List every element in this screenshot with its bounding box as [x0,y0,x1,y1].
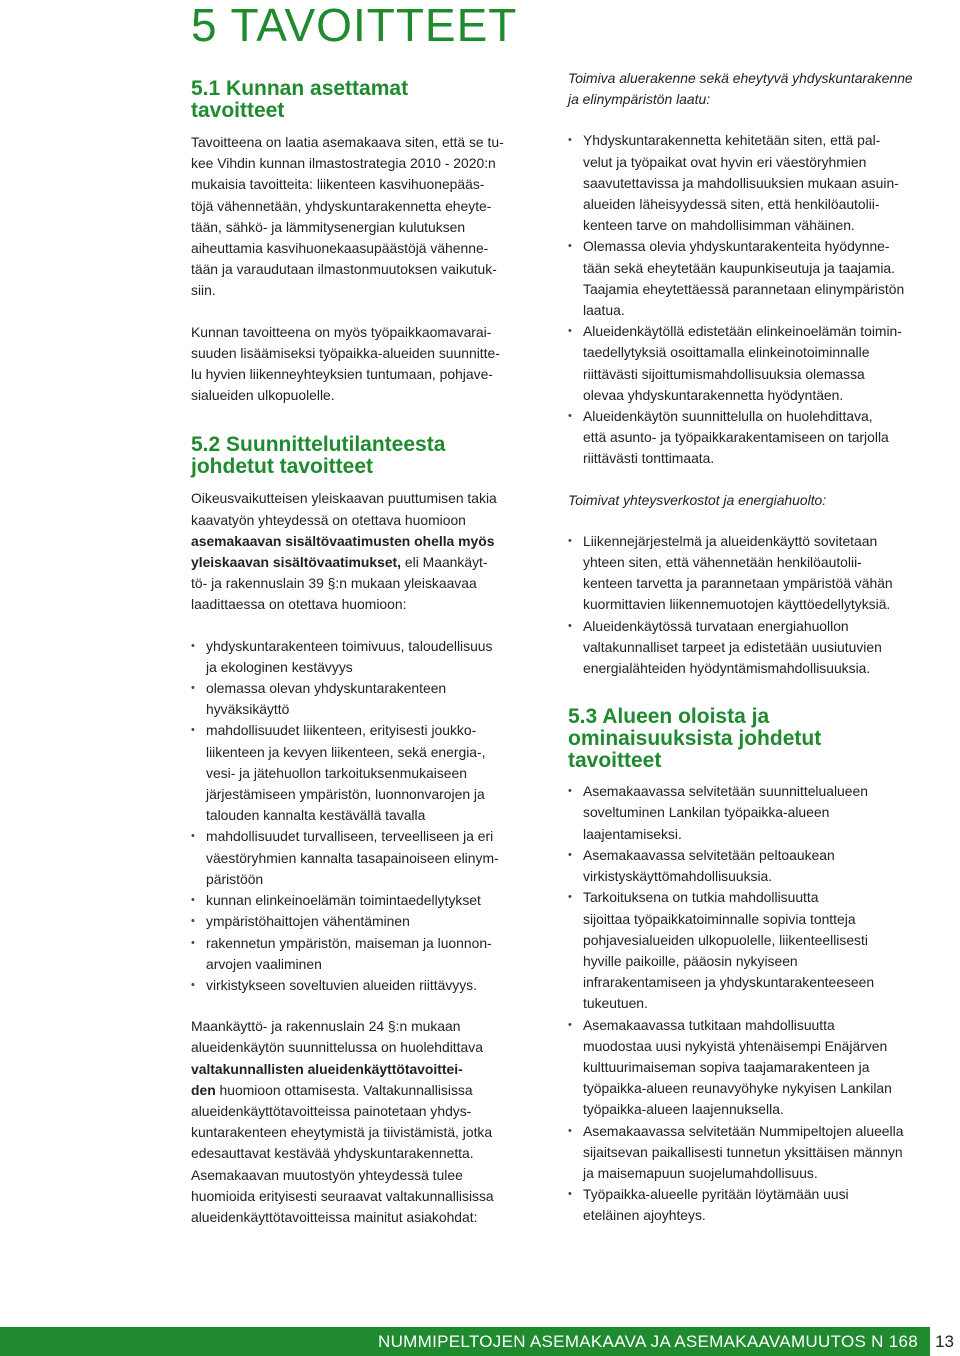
list-item-line: olevaa yhdyskuntarakennetta hyödyntäen. [583,386,844,403]
list-item-line: Olemassa olevia yhdyskuntarakenteita hyödynne- [583,238,890,255]
list-item-line: järjestämiseen ympäristön, luonnonvarojen ja [206,786,485,803]
list-item [568,1184,943,1226]
s52-paragraph-2: Maankäyttö- ja rakennuslain 24 §:n mukaan alueidenkäytön suunnittelussa on huolehdittava valtakunnallisten alueidenkäyttötavoittei- den huomioon ottamisesta. Valtakunnallisissa alueidenkäyttötavoitteissa painotetaan yhdys- kuntarakenteen eheytymistä ja tiivistämistä, jotka edesauttavat kestävää yhdyskuntarakennetta. Asemakaavan muutostyön yhteydessä tulee huomioida erityisesti seuraavat valtakunnallisissa alueidenkäyttötavoitteissa mainitut asiakohdat: [191,1018,494,1225]
list-item-line: laajentamiseksi. [583,825,682,842]
list-item-line: ympäristöhaittojen vähentäminen [206,913,410,930]
list-item-line: hyville paikoille, pääosin nykyiseen [583,952,798,969]
text-line: huomioida erityisesti seuraavat valtakunnallisissa [191,1187,494,1204]
list-item-line: laatua. [583,302,625,319]
text-line: tavoitteet [568,749,662,773]
list-item [191,636,531,678]
list-item-line: virkistykseen soveltuvien alueiden riittävyys. [206,976,477,993]
list-item-line: tukeutuen. [583,995,648,1012]
list-item [191,678,531,720]
text-line: lu hyvien liikenneyhteyksien tuntumaan, pohjave- [191,366,493,383]
text-line: aiheuttamia kasvihuonekaasupäästöjä vähenne- [191,240,489,257]
list-item-line: riittävästi sijoittumismahdollisuuksia olemassa [583,365,865,382]
list-item [191,933,531,975]
text-line: ominaisuuksista johdetut [568,727,822,751]
list-item-line: väestöryhmien kannalta tasapainoiseen elinym- [206,849,499,866]
list-item-line: Asemakaavassa tutkitaan mahdollisuutta [583,1016,835,1033]
list-item-line: liikenteen ja kevyen liikenteen, sekä energia-, [206,743,486,760]
right-column [568,68,943,1227]
list-item-line: vesi- ja jätehuollon tarkoituksenmukaiseen [206,764,467,781]
s51-paragraph-1 [191,132,531,302]
list-item [568,130,943,236]
list-item [568,236,943,321]
list-item-line: päristöön [206,870,264,887]
list-item-line: valtakunnalliset tarpeet ja edistetään uusiutuvien [583,638,882,655]
text-line: edesauttavat kestävää yhdyskuntarakennetta. [191,1145,474,1162]
text-line: alueidenkäyttötavoitteissa mainitut asiakohdat: [191,1208,478,1225]
list-item-line: hyväksikäyttö [206,701,290,718]
list-item-line: yhdyskuntarakenteen toimivuus, taloudellisuus [206,637,493,654]
list-item-line: Asemakaavassa selvitetään suunnittelualueen [583,783,868,800]
list-item-line: taedellytyksiä osoittamalla elinkeinotoiminnalle [583,344,870,361]
list-item-line: Alueidenkäytössä turvataan energiahuollon [583,617,849,634]
list-item-line: muodostaa uusi nykyistä yhtenäisempi Enäjärven [583,1037,888,1054]
list-item-line: mahdollisuudet turvalliseen, terveelliseen ja eri [206,828,494,845]
text-line: mukaisia tavoitteita: liikenteen kasvihuonepääs- [191,176,485,193]
list-item-line: soveltuminen Lankilan työpaikka-alueen [583,804,830,821]
list-item-line: tään sekä eheytetään kaupunkiseutuja ja taajamia. [583,259,895,276]
list-item-line: Liikennejärjestelmä ja alueidenkäyttö sovitetaan [583,532,878,549]
list-item-line: olemassa olevan yhdyskuntarakenteen [206,680,447,697]
list-item-line: Taajamia eheytettäessä parannetaan elinympäristön [583,280,905,297]
text-line: töjä vähennetään, yhdyskuntarakennetta eheyte- [191,197,492,214]
list-item-line: kuormittavien liikennemuotojen käyttöedellytyksiä. [583,596,891,613]
text-line: tään ja varaudutaan ilmastonmuutoksen vaikutuk- [191,261,497,278]
list-item-line: Alueidenkäytön suunnittelulla on huolehdittava, [583,408,873,425]
list-item-line: Alueidenkäytöllä edistetään elinkeinoelämän toimin- [583,323,902,340]
list-item-line: Asemakaavassa selvitetään Nummipeltojen alueella [583,1122,904,1139]
list-item [568,845,943,887]
text-line: kee Vihdin kunnan ilmastostrategia 2010 - 2020:n [191,155,496,172]
text-line: kuntarakenteen eheytymistä ja tiivistämistä, jotka [191,1124,493,1141]
list-item-line: kulttuurimaiseman sopiva taajamarakenteen ja [583,1058,870,1075]
list-item [568,1121,943,1185]
text-line: suuden lisäämiseksi työpaikka-alueiden suunnitte- [191,344,500,361]
intro-aluerakenne [568,68,943,110]
list-item [568,406,943,470]
page-title: 5 TAVOITTEET [191,0,518,51]
list-item [568,321,943,406]
list-item-line: arvojen vaaliminen [206,955,322,972]
list-item-line: pohjavesialueiden ulkopuolelle, liikenteellisesti [583,931,868,948]
list-item-line: Työpaikka-alueelle pyritään löytämään uusi [583,1186,849,1203]
heading-line: johdetut tavoitteet [191,455,373,479]
list-item-line: Yhdyskuntarakennetta kehitetään siten, että pal- [583,132,881,149]
list-item-line: virkistyskäyttömahdollisuuksia. [583,868,773,885]
list-item [568,1015,943,1121]
list-item-line: velut ja työpaikat ovat hyvin eri väestöryhmien [583,153,867,170]
list-item-line: kenteen tarvetta ja parannetaan ympäristöä vähän [583,575,893,592]
bullet-list-5-3 [568,781,943,1226]
section-5-2-heading [191,434,531,478]
heading-line: 5.1 Kunnan asettamat [191,77,409,100]
list-item-line: energialähteiden hyödyntämismahdollisuuksia. [583,660,871,677]
list-item-line: ja maisemapuun suojelumahdollisuus. [583,1164,818,1181]
text-line: tään, sähkö- ja lämmitysenergian kulutuksen [191,218,466,235]
list-item [191,975,531,996]
s52-paragraph-1: Oikeusvaikutteisen yleiskaavan puuttumisen takia kaavatyön yhteydessä on otettava huomioon asemakaavan sisältövaatimusten ohella myös yleiskaavan sisältövaatimukset, eli Maankäyt- tö- ja rakennuslain 39 §:n mukaan yleiskaavaa laadittaessa on otettava huomioon: [191,490,497,613]
heading-line: tavoitteet [191,99,285,122]
list-item [568,616,943,680]
list-item-line: että asunto- ja työpaikkarakentamiseen on tarjolla [583,429,889,446]
list-item-line: yhteen siten, että vähennetään henkilöautolii- [583,554,862,571]
text-line: Kunnan tavoitteena on myös työpaikkaomavarai- [191,323,492,340]
text-line: sialueiden ulkopuolelle. [191,387,335,404]
list-item [568,887,943,1014]
list-item-line: talouden kannalta kestävällä tavalla [206,807,426,824]
list-item-line: työpaikka-alueen laajennuksella. [583,1101,784,1118]
list-item [568,781,943,845]
text-line: Asemakaavan muutostyön yhteydessä tulee [191,1166,463,1183]
list-item-line: rakennetun ympäristön, maiseman ja luonnon- [206,934,492,951]
list-item-line: riittävästi tonttimaata. [583,450,715,467]
text-line: Tavoitteena on laatia asemakaava siten, että se tu- [191,134,504,150]
heading-line: 5.2 Suunnittelutilanteesta [191,433,446,457]
list-item-line: työpaikka-alueen reunavyöhyke nykyisen Lankilan [583,1080,892,1097]
list-item [568,531,943,616]
list-item-line: sijaitsevan paikallisesti tunnetun yksittäisen männyn [583,1143,903,1160]
list-item-line: alueiden läheisyydessä siten, että henkilöautolii- [583,196,880,213]
list-item-line: kunnan elinkeinoelämän toimintaedellytykset [206,892,481,909]
bullet-list-yhteysverkostot [568,531,943,679]
list-item [191,911,531,932]
footer-title-bar: NUMMIPELTOJEN ASEMAKAAVA JA ASEMAKAAVAMUUTOS N 168 [0,1327,930,1356]
list-item-line: Tarkoituksena on tutkia mahdollisuutta [583,889,819,906]
text-line: 5.3 Alueen oloista ja [568,705,770,729]
list-item-line: Asemakaavassa selvitetään peltoaukean [583,846,835,863]
section-5-1-heading [191,78,531,122]
list-item-line: ja ekologinen kestävyys [206,658,353,675]
text-line: ja elinympäristön laatu: [568,91,711,108]
intro-yhteysverkostot: Toimivat yhteysverkostot ja energiahuolto: [568,491,827,508]
text-line: alueidenkäyttötavoitteissa painotetaan yhdys- [191,1102,472,1119]
bullet-list-aluerakenne [568,130,943,469]
left-column [191,78,531,1228]
s51-paragraph-2 [191,322,531,407]
text-line: Toimiva aluerakenne sekä eheytyvä yhdyskuntarakenne [568,70,913,86]
list-item [191,826,531,890]
section-5-3-heading [568,706,943,772]
list-item [191,890,531,911]
list-item-line: infrarakentamiseen ja yhdyskuntarakenteeseen [583,974,875,991]
list-item-line: saavutettavissa ja mahdollisuuksien mukaan asuin- [583,174,899,191]
list-item-line: eteläinen ajoyhteys. [583,1207,706,1224]
list-item [191,720,531,826]
s52-bullet-list [191,636,531,996]
list-item-line: mahdollisuudet liikenteen, erityisesti joukko- [206,722,477,739]
list-item-line: sijoittaa työpaikkatoiminnalle sopivia tontteja [583,910,856,927]
list-item-line: kenteen tarve on mahdollisimman vähäinen. [583,217,855,234]
text-line: siin. [191,282,216,299]
page-number: 13 [935,1332,954,1351]
